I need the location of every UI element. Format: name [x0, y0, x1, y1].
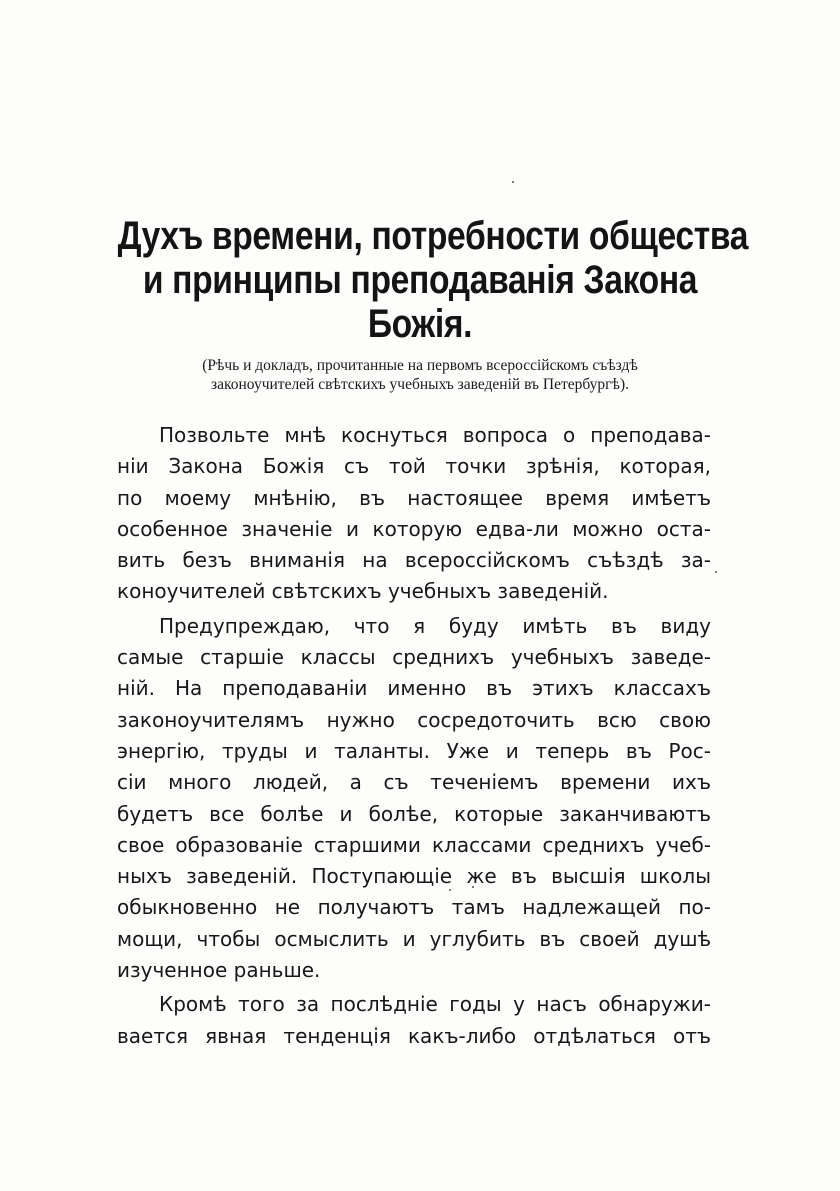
body-line: законоучителямъ нужно сосредоточить всю свою [117, 707, 711, 732]
body-line: изученное раньше. [117, 958, 321, 983]
body-line: вить безъ вниманія на всероссійскомъ съѣздѣ за- [117, 548, 711, 573]
subtitle-line-1: (Рѣчь и докладъ, прочитанные на первомъ всероссійскомъ съѣздѣ [202, 357, 638, 374]
body-line: будетъ все болѣе и болѣе, которые заканчиваютъ [117, 801, 711, 826]
body-line: Кромѣ того за послѣдніе годы у насъ обнаружи- [159, 992, 711, 1017]
body-line: ній. На преподаваніи именно въ этихъ классахъ [117, 676, 711, 701]
paragraph-1 [117, 420, 711, 608]
body-line: ніи Закона Божія съ той точки зрѣнія, которая, [117, 454, 711, 479]
paragraph-2 [117, 611, 711, 987]
body-line: ныхъ заведеній. Поступающіе же въ высшія школы [117, 864, 711, 889]
title-line-1: Духъ времени, потребности общества [117, 214, 749, 258]
body-line: мощи, чтобы осмыслить и углубить въ своей душѣ [117, 926, 711, 951]
body-line: особенное значеніе и которую едва-ли можно оста- [117, 516, 711, 541]
scan-speck [715, 571, 717, 573]
body-line: самые старшіе классы среднихъ учебныхъ заведе- [117, 645, 711, 670]
body-line: энергію, труды и таланты. Уже и теперь въ Рос- [117, 738, 711, 763]
paragraph-3 [117, 989, 711, 1052]
body-line: сіи много людей, а съ теченіемъ времени ихъ [117, 770, 711, 795]
body-line: свое образованіе старшими классами среднихъ учеб- [117, 832, 711, 857]
body-text [117, 420, 711, 1055]
body-line: вается явная тенденція какъ-либо отдѣлаться отъ [117, 1023, 711, 1048]
title-line-3: Божія. [367, 302, 473, 346]
body-line: обыкновенно не получаютъ тамъ надлежащей по- [117, 895, 711, 920]
body-line: по моему мнѣнію, въ настоящее время имѣетъ [117, 485, 711, 510]
body-line: Позвольте мнѣ коснуться вопроса о преподава- [159, 423, 711, 447]
subtitle-line-2: законоучителей свѣтскихъ учебныхъ заведеній въ Петербургѣ). [211, 376, 629, 393]
page-title [117, 214, 749, 346]
scan-speck [512, 181, 514, 183]
body-line: Предупреждаю, что я буду имѣть въ виду [159, 613, 711, 638]
subtitle-note [110, 356, 730, 394]
title-line-2: и принципы преподаванія Закона [142, 258, 698, 302]
body-line: коноучителей свѣтскихъ учебныхъ заведеній. [117, 579, 609, 604]
